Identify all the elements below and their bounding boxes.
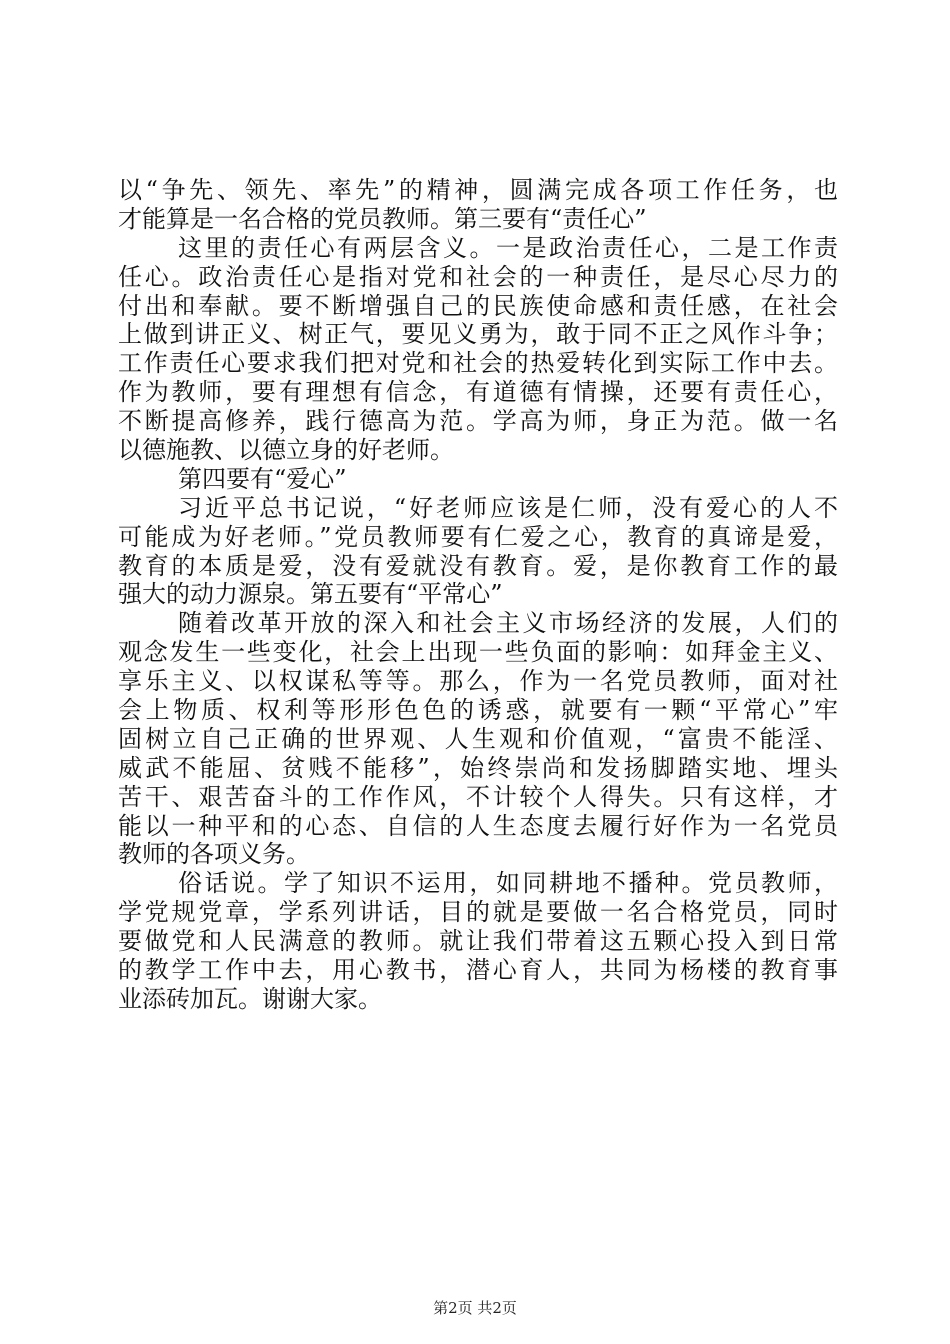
text-line: 才能算是一名合格的党员教师。第三要有“责任心” <box>118 204 647 233</box>
text-line: 学党规党章，学系列讲话，目的就是要做一名合格党员，同时 <box>118 898 838 927</box>
text-line: 可能成为好老师。”党员教师要有仁爱之心，教育的真谛是爱， <box>118 522 838 551</box>
text-line: 苦干、艰苦奋斗的工作作风，不计较个人得失。只有这样，才 <box>118 782 838 811</box>
text-line: 以“争先、领先、率先”的精神，圆满完成各项工作任务，也 <box>118 176 838 204</box>
text-line: 观念发生一些变化，社会上出现一些负面的影响：如拜金主义、 <box>118 638 838 667</box>
text-line: 付出和奉献。要不断增强自己的民族使命感和责任感，在社会 <box>118 291 838 320</box>
text-line: 教育的本质是爱，没有爱就没有教育。爱，是你教育工作的最 <box>118 551 838 580</box>
text-line: 工作责任心要求我们把对党和社会的热爱转化到实际工作中去。 <box>118 349 838 378</box>
text-line: 俗话说。学了知识不运用，如同耕地不播种。党员教师， <box>178 869 838 898</box>
document-body <box>118 176 838 1014</box>
text-line: 习近平总书记说，“好老师应该是仁师，没有爱心的人不 <box>178 493 838 522</box>
page-footer: 第2页 共2页 <box>433 1299 517 1317</box>
text-line: 能以一种平和的心态、自信的人生态度去履行好作为一名党员 <box>118 811 838 840</box>
text-line: 的教学工作中去，用心教书，潜心育人，共同为杨楼的教育事 <box>118 956 838 985</box>
text-line: 作为教师，要有理想有信念，有道德有情操，还要有责任心， <box>118 378 838 407</box>
text-line: 享乐主义、以权谋私等等。那么，作为一名党员教师，面对社 <box>118 667 838 696</box>
text-line: 强大的动力源泉。第五要有“平常心” <box>118 580 503 609</box>
text-line: 不断提高修养，践行德高为范。学高为师，身正为范。做一名 <box>118 407 838 436</box>
text-line: 这里的责任心有两层含义。一是政治责任心，二是工作责 <box>178 233 838 262</box>
text-line: 随着改革开放的深入和社会主义市场经济的发展，人们的 <box>178 609 838 638</box>
text-line: 固树立自己正确的世界观、人生观和价值观，“富贵不能淫、 <box>118 724 838 753</box>
text-line: 要做党和人民满意的教师。就让我们带着这五颗心投入到日常 <box>118 927 838 956</box>
text-line: 会上物质、权利等形形色色的诱惑，就要有一颗“平常心”牢 <box>118 696 838 725</box>
text-line: 以德施教、以德立身的好老师。 <box>118 436 454 465</box>
text-line: 上做到讲正义、树正气，要见义勇为，敢于同不正之风作斗争； <box>118 320 838 349</box>
text-line: 威武不能屈、贫贱不能移”，始终崇尚和发扬脚踏实地、埋头 <box>118 753 838 782</box>
text-line: 业添砖加瓦。谢谢大家。 <box>118 984 382 1013</box>
text-line: 任心。政治责任心是指对党和社会的一种责任，是尽心尽力的 <box>118 262 838 291</box>
text-line: 第四要有“爱心” <box>178 464 347 493</box>
text-line: 教师的各项义务。 <box>118 840 310 869</box>
